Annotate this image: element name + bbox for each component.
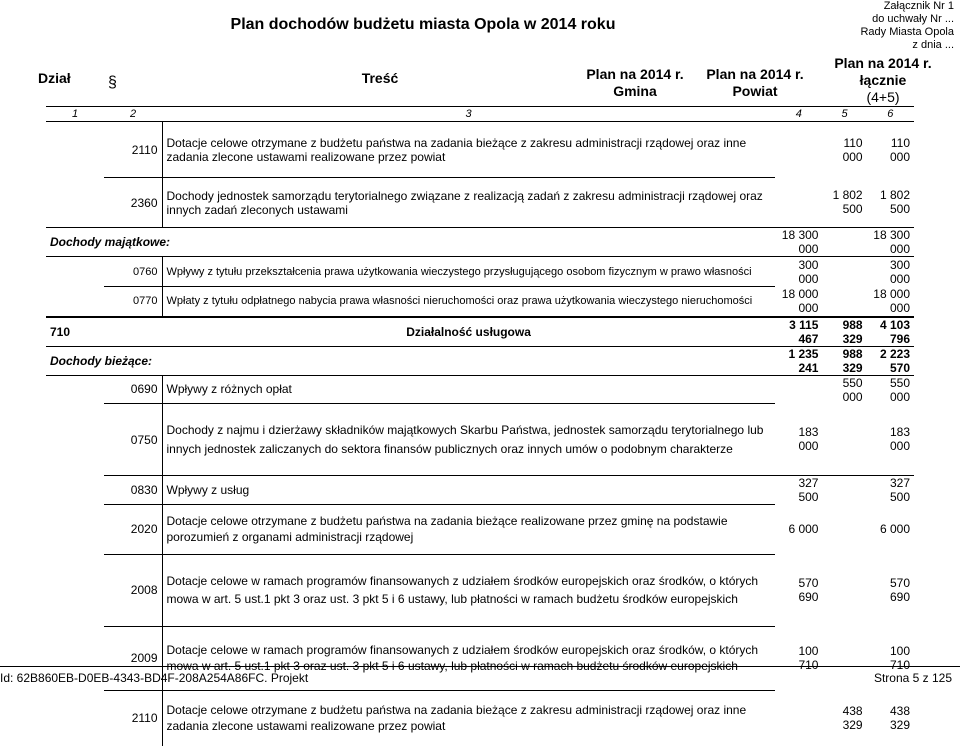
dzial-total: 4 103 796 — [867, 317, 914, 347]
header-powiat — [700, 66, 810, 100]
header-lacznie-line: łącznie — [859, 72, 907, 88]
col-number: 2 — [104, 107, 162, 122]
annex-line: do uchwały Nr ... — [872, 13, 954, 25]
document-id: Id: 62B860EB-D0EB-4343-BD4F-208A254A86FC. Projekt — [0, 671, 309, 685]
income-table — [46, 106, 914, 746]
section-powiat: 988 329 — [822, 346, 866, 375]
table-row — [46, 122, 914, 178]
row-gmina: 100 710 — [798, 644, 819, 672]
section-label: Dochody bieżące: — [46, 346, 775, 375]
row-code: 2110 — [104, 690, 162, 746]
col-number: 3 — [162, 107, 775, 122]
row-total: 550 000 — [889, 375, 910, 404]
row-code: 2009 — [104, 626, 162, 690]
row-code: 0690 — [130, 382, 158, 397]
row-total: 327 500 — [867, 476, 914, 505]
table-row — [46, 690, 914, 746]
row-text: Dotacje celowe w ramach programów finansowanych z udziałem środków europejskich oraz środków, o których mowa w art. 5 ust.1 pkt 3 oraz ust. 3 pkt 5 i 6 ustawy, lub płatności w ramach budżetu środków europejskich — [162, 554, 775, 626]
row-powiat — [822, 287, 866, 317]
row-powiat: 110 000 — [842, 135, 863, 164]
table-row — [46, 554, 914, 626]
section-label: Dochody majątkowe: — [46, 228, 775, 257]
table-row — [46, 287, 914, 317]
dzial-710-row — [46, 317, 914, 347]
row-total: 183 000 — [889, 425, 910, 454]
row-powiat — [822, 257, 866, 287]
dzial-powiat: 988 329 — [822, 317, 866, 347]
header-powiat-line: Powiat — [732, 83, 778, 99]
row-code: 2020 — [104, 504, 162, 554]
row-total: 110 000 — [889, 135, 910, 164]
row-total: 438 329 — [889, 704, 910, 732]
table-row — [46, 404, 914, 476]
header-dzial: Dział — [38, 70, 71, 86]
annex-line: Załącznik Nr 1 — [883, 0, 954, 12]
row-code: 0830 — [104, 476, 162, 505]
row-total: 18 000 000 — [873, 287, 910, 315]
row-text: Dochody z najmu i dzierżawy składników majątkowych Skarbu Państwa, jednostek samorządu terytorialnego lub innych jednostek zaliczanych do sektora finansów publicznych oraz innych umów o podobnym charakterze — [162, 404, 775, 476]
row-code: 2360 — [104, 178, 162, 228]
row-text: Dotacje celowe w ramach programów finansowanych z udziałem środków europejskich oraz środków, o których mowa w art. 5 ust.1 pkt 3 oraz ust. 3 pkt 5 i 6 ustawy, lub płatności w ramach budżetu środków europejskich — [162, 626, 775, 690]
col-number: 4 — [775, 107, 822, 122]
page-title: Plan dochodów budżetu miasta Opola w 2014 roku — [230, 16, 616, 33]
header-powiat-line: Plan na 2014 r. — [706, 66, 804, 82]
row-powiat — [822, 504, 866, 554]
header-gmina — [580, 66, 690, 100]
row-total: 6 000 — [879, 522, 910, 536]
header-tresc: Treść — [361, 70, 399, 86]
row-powiat — [822, 554, 866, 626]
row-text: Wpływy z tytułu przekształcenia prawa użytkowania wieczystego przysługującego osobom fizycznym w prawo własności — [162, 257, 775, 287]
row-gmina — [775, 122, 822, 178]
row-powiat: 1 802 500 — [832, 188, 863, 217]
row-gmina: 6 000 — [788, 522, 819, 536]
row-code: 2008 — [104, 554, 162, 626]
header-gmina-line: Gmina — [613, 83, 657, 99]
row-gmina: 18 000 000 — [781, 287, 819, 315]
row-text: Dotacje celowe otrzymane z budżetu państwa na zadania bieżące z zakresu administracji rządowej oraz inne zadania zlecone ustawami realizowane przez powiat — [162, 690, 775, 746]
annex-note — [814, 0, 954, 52]
row-powiat — [822, 476, 866, 505]
row-text: Wpływy z różnych opłat — [162, 375, 775, 404]
row-gmina — [775, 375, 822, 404]
section-total: 2 223 570 — [867, 346, 914, 375]
row-powiat: 550 000 — [842, 375, 863, 404]
row-text: Wpływy z usług — [162, 476, 775, 505]
table-row — [46, 504, 914, 554]
header-lacznie — [818, 55, 948, 106]
row-powiat — [822, 626, 866, 690]
row-text: Wpłaty z tytułu odpłatnego nabycia prawa własności nieruchomości oraz prawa użytkowania wieczystego nieruchomości — [162, 287, 775, 317]
row-text: Dochody jednostek samorządu terytorialnego związane z realizacją zadań z zakresu administracji rządowej oraz innych zadań zleconych ustawami — [162, 178, 775, 228]
row-code: 0750 — [104, 404, 162, 476]
section-powiat — [822, 228, 866, 257]
row-total: 570 690 — [889, 576, 910, 604]
section-gmina: 18 300 000 — [775, 228, 822, 257]
row-text: Dotacje celowe otrzymane z budżetu państwa na zadania bieżące realizowane przez gminę na podstawie porozumień z organami administracji rządowej — [162, 504, 775, 554]
row-total: 300 000 — [889, 257, 910, 286]
dzial-name: Działalność usługowa — [162, 317, 775, 347]
column-numbers-row — [46, 107, 914, 122]
section-majatkowe-row — [46, 228, 914, 257]
row-total: 100 710 — [889, 644, 910, 672]
row-gmina — [775, 178, 822, 228]
row-powiat: 438 329 — [842, 704, 863, 732]
header-lacznie-line: Plan na 2014 r. — [834, 55, 932, 71]
table-row — [46, 476, 914, 505]
header-lacznie-line: (4+5) — [866, 89, 900, 105]
section-total: 18 300 000 — [867, 228, 914, 257]
row-powiat — [822, 404, 866, 476]
row-gmina: 327 500 — [775, 476, 822, 505]
section-symbol-icon: § — [108, 74, 117, 91]
row-code: 2110 — [131, 142, 158, 157]
row-text: Dotacje celowe otrzymane z budżetu państwa na zadania bieżące z zakresu administracji rządowej oraz inne zadania zlecone ustawami realizowane przez powiat — [162, 122, 775, 178]
table-row — [46, 178, 914, 228]
col-number: 6 — [867, 107, 914, 122]
col-number: 5 — [822, 107, 866, 122]
table-row — [46, 257, 914, 287]
row-code: 0770 — [104, 287, 162, 317]
row-total: 1 802 500 — [879, 188, 910, 217]
header-gmina-line: Plan na 2014 r. — [586, 66, 684, 82]
footer-divider — [0, 666, 960, 667]
annex-line: Rady Miasta Opola — [860, 26, 954, 38]
section-gmina: 1 235 241 — [775, 346, 822, 375]
dzial-gmina: 3 115 467 — [775, 317, 822, 347]
dzial-code: 710 — [46, 317, 162, 347]
table-row — [46, 375, 914, 404]
row-gmina: 570 690 — [798, 576, 819, 604]
col-number: 1 — [46, 107, 104, 122]
annex-line: z dnia ... — [912, 39, 954, 51]
section-biezace-row — [46, 346, 914, 375]
row-gmina: 183 000 — [798, 425, 819, 454]
row-gmina — [775, 690, 822, 746]
row-gmina: 300 000 — [798, 257, 819, 286]
row-code: 0760 — [133, 265, 158, 278]
page-number: Strona 5 z 125 — [873, 671, 952, 685]
